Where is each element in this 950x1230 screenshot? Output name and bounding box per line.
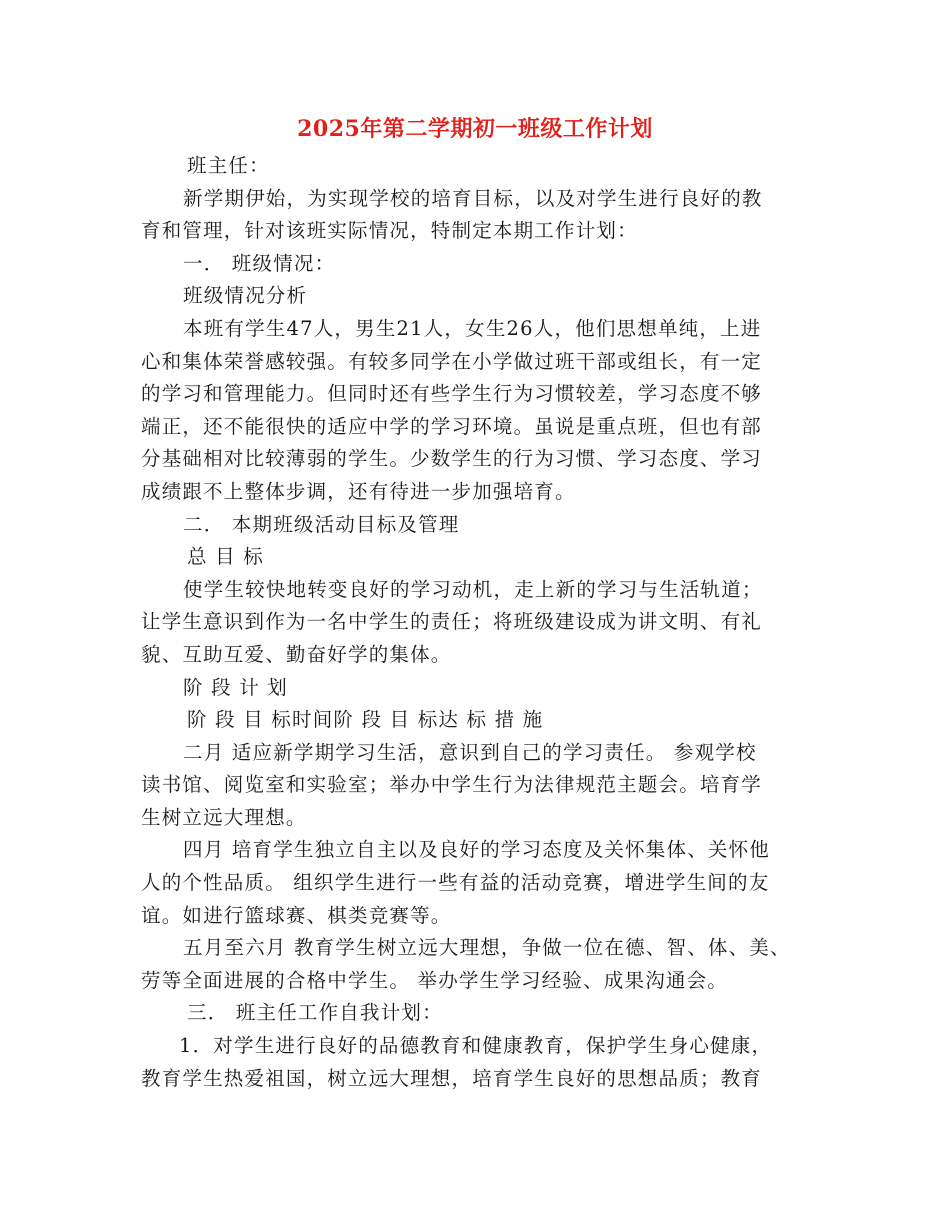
- paragraph-line: 使学生较快地转变良好的学习动机，走上新的学习与生活轨道；: [183, 577, 763, 601]
- paragraph-line: 心和集体荣誉感较强。有较多同学在小学做过班干部或组长，有一定: [141, 349, 763, 373]
- paragraph-line: 1．对学生进行良好的品德教育和健康教育，保护学生身心健康，: [179, 1034, 773, 1058]
- subheading: 总 目 标: [187, 545, 264, 569]
- paragraph-line: 分基础相对比较薄弱的学生。少数学生的行为习惯、学习态度、学习: [141, 447, 763, 471]
- paragraph-line: 四月 培育学生独立自主以及良好的学习态度及关怀集体、关怀他: [183, 838, 770, 862]
- paragraph-line: 本班有学生47人，男生21人，女生26人，他们思想单纯，上进: [183, 316, 762, 340]
- paragraph-line: 端正，还不能很快的适应中学的学习环境。虽说是重点班，但也有部: [141, 414, 763, 438]
- paragraph-line: 的学习和管理能力。但同时还有些学生行为习惯较差，学习态度不够: [141, 382, 763, 406]
- paragraph-line: 新学期伊始，为实现学校的培育目标，以及对学生进行良好的教: [183, 186, 763, 210]
- paragraph-line: 生树立远大理想。: [141, 805, 307, 829]
- paragraph-line: 劳等全面进展的合格中学生。 举办学生学习经验、成果沟通会。: [141, 968, 728, 992]
- paragraph-line: 班主任：: [187, 154, 270, 177]
- paragraph-line: 读书馆、阅览室和实验室；举办中学生行为法律规范主题会。培育学: [141, 773, 763, 797]
- paragraph-line: 让学生意识到作为一名中学生的责任；将班级建设成为讲文明、有礼: [141, 610, 763, 634]
- document-title: 2025年第二学期初一班级工作计划: [297, 116, 653, 142]
- table-header-line: 阶 段 目 标时间阶 段 目 标达 标 措 施: [187, 708, 544, 732]
- document-body: [141, 150, 831, 1095]
- section-heading: 三． 班主任工作自我计划：: [187, 1001, 443, 1025]
- paragraph-line: 貌、互助互爱、勤奋好学的集体。: [141, 642, 452, 666]
- paragraph-line: 人的个性品质。 组织学生进行一些有益的活动竞赛，增进学生间的友: [141, 871, 770, 895]
- paragraph-line: 育和管理，针对该班实际情况，特制定本期工作计划：: [141, 219, 638, 243]
- section-heading: 二． 本期班级活动目标及管理: [183, 512, 460, 536]
- paragraph-line: 五月至六月 教育学生树立远大理想，争做一位在德、智、体、美、: [183, 936, 791, 960]
- subheading: 阶 段 计 划: [183, 675, 288, 699]
- paragraph-line: 谊。如进行篮球赛、棋类竞赛等。: [141, 903, 452, 927]
- subheading: 班级情况分析: [183, 284, 308, 308]
- paragraph-line: 教育学生热爱祖国，树立远大理想，培育学生良好的思想品质；教育: [141, 1066, 763, 1090]
- paragraph-line: 二月 适应新学期学习生活，意识到自己的学习责任。 参观学校: [183, 740, 757, 764]
- section-heading: 一． 班级情况：: [183, 251, 336, 275]
- paragraph-line: 成绩跟不上整体步调，还有待进一步加强培育。: [141, 479, 576, 503]
